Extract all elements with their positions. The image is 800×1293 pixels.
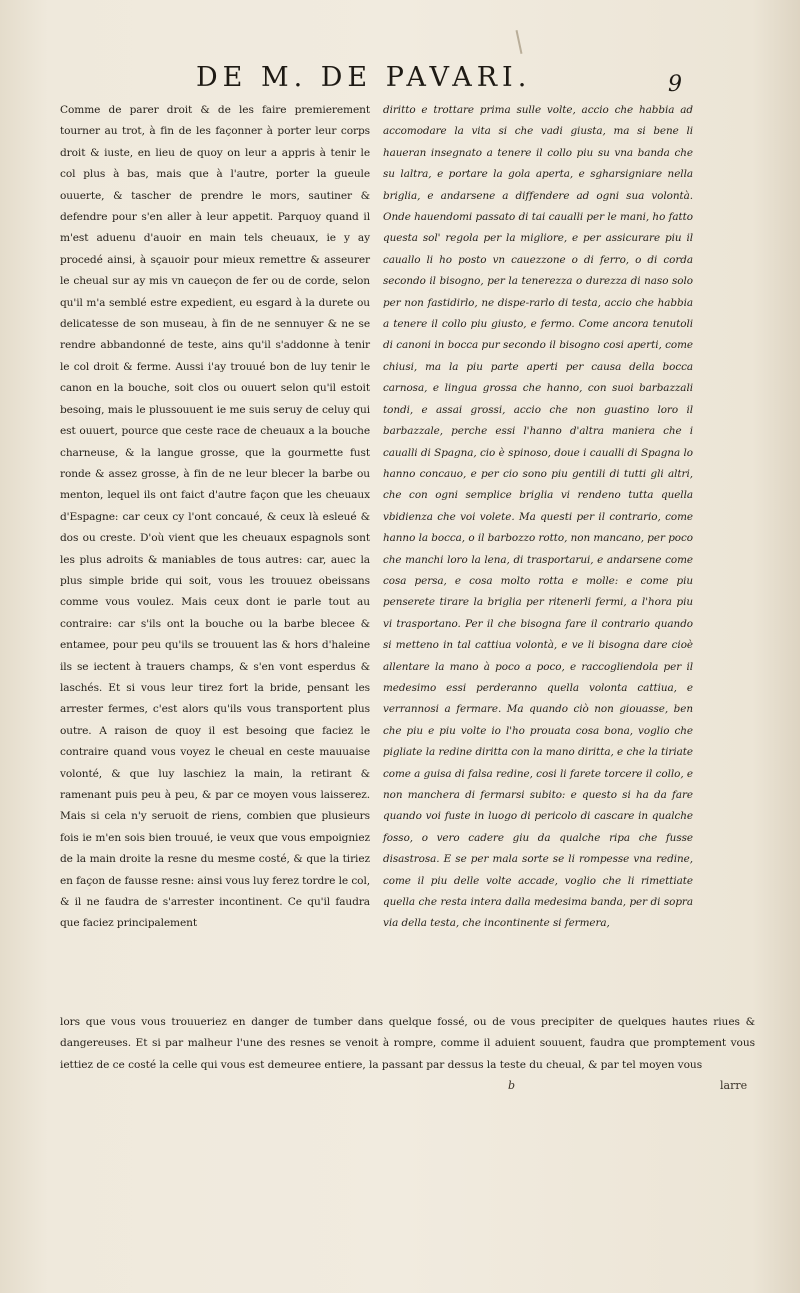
french-column: Comme de parer droit & de les faire premierement tourner au trot, à fin de les façonner à porter leur corps droit & iuste, en lieu de quoy on leur a appris à tenir le col plus à bas, mais que à l'autre, porter la gueule ouuerte, & tascher de prendre le mors, sautiner & defendre pour s'en aller à leur appetit. Parquoy quand il m'est aduenu d'auoir en main tels cheuaux, ie y ay procedé ainsi, à sçauoir pour mieux remettre & asseurer le cheual sur ay mis vn caueçon de fer ou de corde, selon qu'il m'a semblé estre expedient, eu esgard à la durete ou delicatesse de son museau, à fin de ne sennuyer & ne se rendre abbandonné de teste, ains qu'il s'addonne à tenir le col droit & ferme. Aussi i'ay trouué bon de luy tenir le canon en la bouche, soit clos ou ouuert selon qu'il estoit besoing, mais le plussouuent ie me suis seruy de celuy qui est ouuert, pource que ceste race de cheuaux a la bouche charneuse, & la langue grosse, que la gourmette fust ronde & assez grosse, à fin de ne leur blecer la barbe ou menton, lequel ils ont faict d'autre façon que les cheuaux d'Espagne: car ceux cy l'ont concaué, & ceux là esleué & dos ou creste. D'où vient que les cheuaux espagnols sont les plus adroits & maniables de tous autres: car, auec la plus simple bride qui soit, vous les trouuez obeissans comme vous voulez. Mais ceux dont ie parle tout au contraire: car s'ils ont la bouche ou la barbe blecee & entamee, pour peu qu'ils se trouuent las & hors d'haleine ils se iectent à trauers champs, & s'en vont esperdus & laschés. Et si vous leur tirez fort la bride, pensant les arrester fermes, c'est alors qu'ils vous transportent plus outre. A raison de quoy il est besoing que faciez le contraire quand vous voyez le cheual en ceste mauuaise volonté, & que luy laschiez la main, la retirant & ramenant puis peu à peu, & par ce moyen vous laisserez. Mais si cela n'y seruoit de riens, combien que plusieurs fois ie m'en sois bien trouué, ie veux que vous empoigniez de la main droite la resne du mesme costé, & que la tiriez en façon de fausse resne: ainsi vous luy ferez tordre le col, & il ne faudra de s'arrester incontinent. Ce qu'il faudra que faciez principalement — [60, 104, 370, 930]
italian-column: diritto e trottare prima sulle volte, accio che habbia ad accomodare la vita si che vadi giusta, ma si bene li haueran insegnato a tenere il collo piu su vna banda che su laltra, e portare la gola aperta, e sgharsigniare nella briglia, e andarsene a diffendere ad ogni sua volontà. Onde hauendomi passato di tai caualli per le mani, ho fatto questa sol' regola per la migliore, e per assicurare piu il cauallo li ho posto vn cauezzone o di ferro, o di corda secondo il bisogno, per la tenerezza o durezza di naso solo per non fastidirlo, ne dispe-rarlo di testa, accio che habbia a tenere il collo piu giusto, e fermo. Come ancora tenutoli di canoni in bocca pur secondo il bisogno cosi aperti, come chiusi, ma la piu parte aperti per causa della bocca carnosa, e lingua grossa che hanno, con suoi barbazzali tondi, e assai grossi, accio che non guastino loro il barbazzale, perche essi l'hanno d'altra maniera che i caualli di Spagna, cio è spinoso, doue i caualli di Spagna lo hanno concauo, e per cio sono piu gentili di tutti gli altri, che con ogni semplice briglia vi rendeno tutta quella vbidienza che voi volete. Ma questi per il contrario, come hanno la bocca, o il barbozzo rotto, non mancano, per poco che manchi loro la lena, di trasportarui, e andarsene come cosa persa, e cosa molto rotta e molle: e come piu penserete tirare la briglia per ritenerli fermi, a l'hora piu vi trasportano. Per il che bisogna fare il contrario quando si metteno in tal cattiua volontà, e ve li bisogna dare cioè allentare la mano à poco a poco, e raccogliendola per il medesimo essi perderanno quella volonta cattiua, e verrannosi a fermare. Ma quando ciò non giouasse, ben che piu e piu volte io l'ho prouata cosa bona, voglio che pigliate la redine diritta con la mano diritta, e che la tiriate come a guisa di falsa redine, cosi li farete torcere il collo, e non manchera di fermarsi subito: e questo si ha da fare quando voi fuste in luogo di pericolo di cascare in qualche fosso, o vero cadere giu da qualche ripa che fusse disastrosa. E se per mala sorte se li rompesse vna redine, come il piu delle volte accade, voglio che li rimettiate quella che resta intera dalla medesima banda, per di sopra via della testa, che incontinente si fermera, — [383, 104, 693, 930]
margin-mark — [516, 30, 523, 54]
running-head: DE M. DE PAVARI. — [196, 62, 532, 93]
catchword: larre — [720, 1079, 748, 1092]
french-continuation: lors que vous vous trouueriez en danger de tumber dans quelque fossé, ou de vous precipiter de quelques hautes riues & dangereuses. Et si par malheur l'une des resnes se venoit à rompre, comme il aduient souuent, faudra que promptement vous iettiez de ce costé la celle qui vous est demeuree entiere, la passant par dessus la teste du cheual, & par tel moyen vous — [60, 1016, 755, 1071]
page-footer — [0, 1079, 800, 1103]
page-number: 9 — [668, 72, 682, 97]
signature-mark: b — [508, 1079, 516, 1092]
page-header — [0, 62, 800, 102]
